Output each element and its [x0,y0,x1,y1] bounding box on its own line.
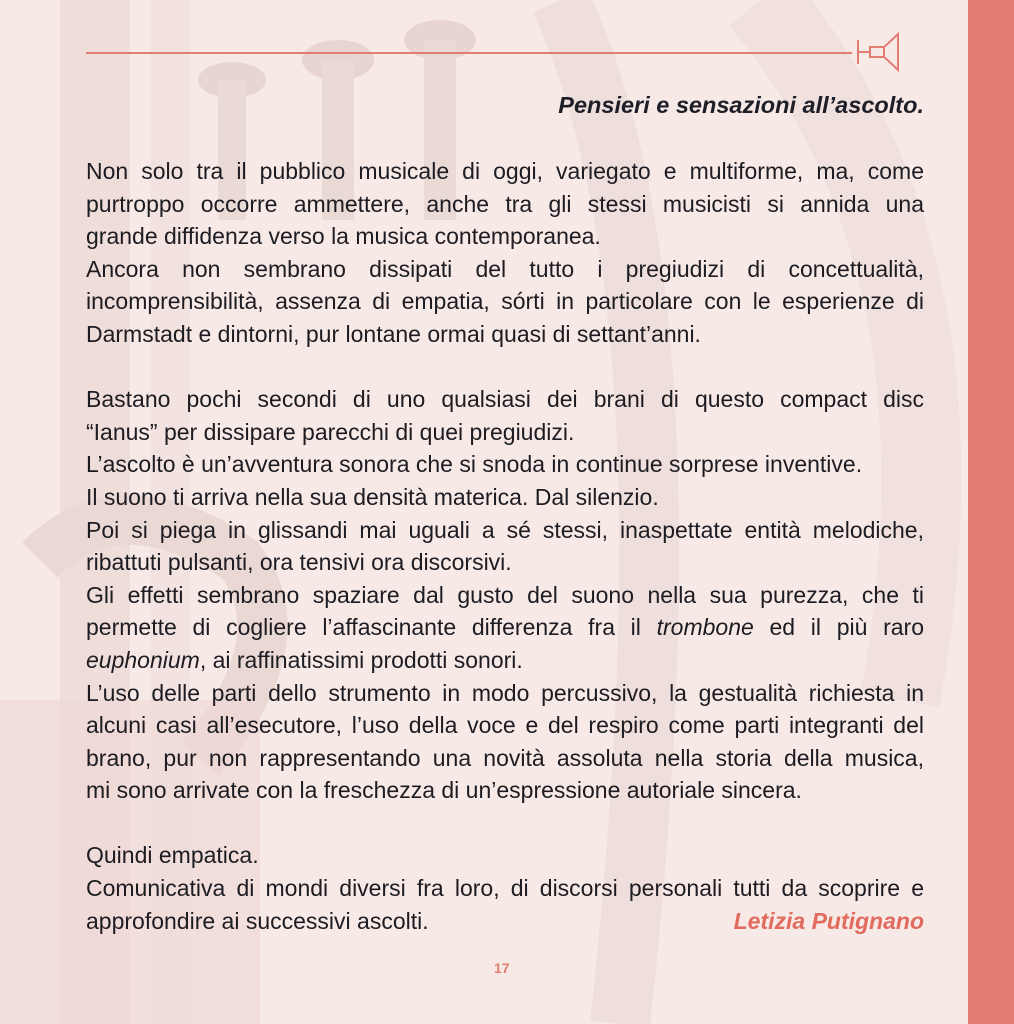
text-line: grande diffidenza verso la musica contemporanea. [86,223,601,250]
text-line: L’uso delle parti dello strumento in modo percussivo, la gestualità richiesta in [86,679,924,706]
paragraph-1 [86,155,924,351]
text-run: permette di cogliere l’affascinante differenza fra il [86,614,657,641]
emphasis-trombone: trombone [656,614,754,641]
text-line: Bastano pochi secondi di uno qualsiasi dei brani di questo compact disc [86,386,924,413]
trumpet-bell-icon [852,30,904,74]
essay-body [86,155,924,937]
author-signature: Letizia Putignano [733,907,924,934]
text-line: incomprensibilità, assenza di empatia, sórti in particolare con le esperienze di [86,288,924,315]
page-number: 17 [494,960,510,976]
text-line [86,644,924,677]
text-line: Gli effetti sembrano spaziare dal gusto del suono nella sua purezza, che ti [86,581,924,608]
text-line [86,611,924,644]
text-run: , ai raffinatissimi prodotti sonori. [199,646,523,673]
text-line: mi sono arrivate con la freschezza di un’espressione autoriale sincera. [86,777,802,804]
text-line: brano, pur non rappresentando una novità assoluta nella storia della musica, [86,744,924,771]
side-accent-strip [968,0,1014,1024]
text-line: alcuni casi all’esecutore, l’uso della voce e del respiro come parti integranti del [86,712,924,739]
emphasis-euphonium: euphonium [86,646,200,673]
text-line: purtroppo occorre ammettere, anche tra gli stessi musicisti si annida una [86,190,924,217]
section-title: Pensieri e sensazioni all’ascolto. [558,92,924,118]
paragraph-2 [86,383,924,807]
text-line: Comunicativa di mondi diversi fra loro, di discorsi personali tutti da scoprire e [86,875,924,902]
text-line: Quindi empatica. [86,842,259,869]
paragraph-3 [86,839,924,937]
text-line: Poi si piega in glissandi mai uguali a sé stessi, inaspettate entità melodiche, [86,516,924,543]
text-line: Ancora non sembrano dissipati del tutto i pregiudizi di concettualità, [86,255,924,282]
text-line: ribattuti pulsanti, ora tensivi ora discorsivi. [86,549,512,576]
text-line: Il suono ti arriva nella sua densità materica. Dal silenzio. [86,483,659,510]
text-line: L’ascolto è un’avventura sonora che si snoda in continue sorprese inventive. [86,451,863,478]
text-line: Darmstadt e dintorni, pur lontane ormai quasi di settant’anni. [86,320,701,347]
header-rule [86,52,852,54]
text-run: approfondire ai successivi ascolti. [86,907,429,934]
text-line: “Ianus” per dissipare parecchi di quei pregiudizi. [86,418,575,445]
text-run: ed il più raro [753,614,924,641]
text-line: Non solo tra il pubblico musicale di oggi, variegato e multiforme, ma, come [86,158,924,184]
closing-line [86,905,924,938]
